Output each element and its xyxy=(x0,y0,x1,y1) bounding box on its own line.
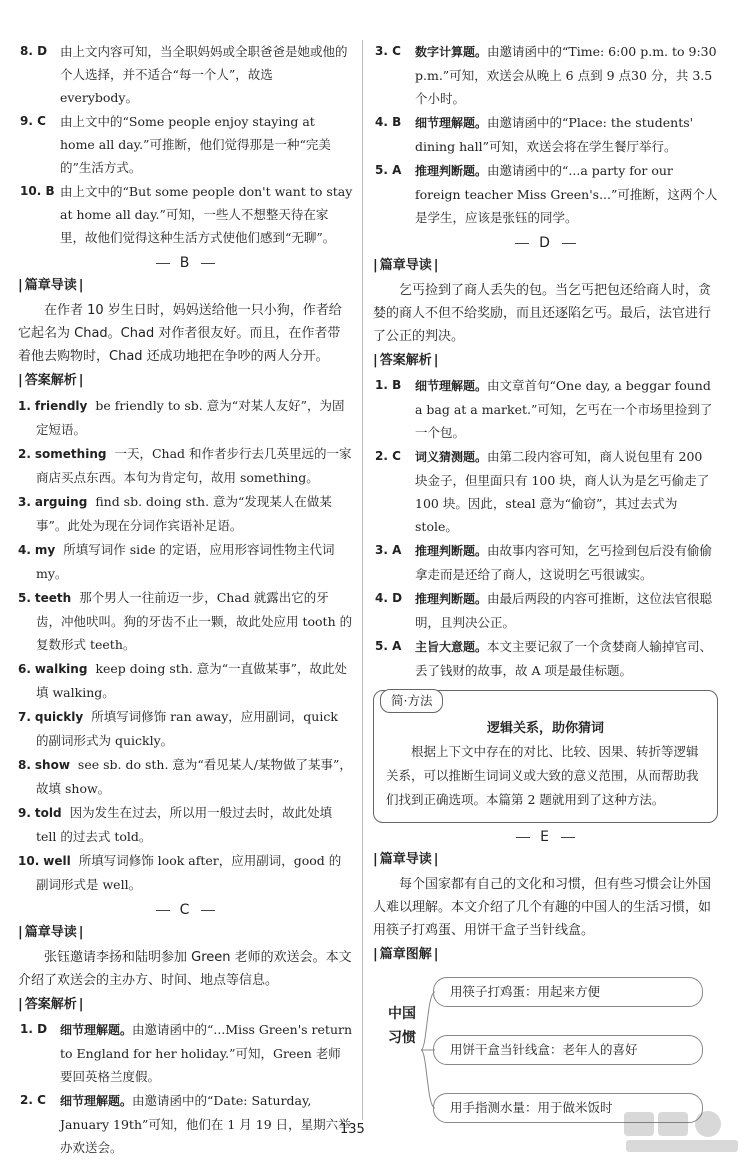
analysis-item: 5. A 主旨大意题。本文主要记叙了一个贪婪商人输掉官司、丢了钱财的故事，故 A 项是最佳标题。 xyxy=(375,639,713,678)
analysis-item: 2. C 细节理解题。由邀请函中的“Date: Saturday, January 19th”可知，他们在 1 月 19 日，星期六举办欢送会。 xyxy=(20,1093,351,1155)
right-column xyxy=(373,40,718,1132)
section-d-guide-heading: | 篇章导读 | xyxy=(373,255,718,277)
left-column xyxy=(18,40,353,1160)
section-e-diagram-heading: | 篇章图解 | xyxy=(373,944,718,966)
analysis-item: 2. C 词义猜测题。由第二段内容可知，商人说包里有 200 块金子，但里面只有 100 块，商人认为是乞丐偷走了 100 块。因此，steal 意为“偷窃”，其过去式为 stole。 xyxy=(375,449,710,534)
analysis-item: 6. walking keep doing sth. 意为“一直做某事”，故此处填 walking。 xyxy=(18,661,348,700)
answers-c-continued xyxy=(373,40,718,229)
analysis-item: 1. B 细节理解题。由文章首句“One day, a beggar found a bag at a market.”可知，乞丐在一个市场里捡到了一个包。 xyxy=(375,378,713,440)
section-b-analysis-heading: | 答案解析 | xyxy=(18,370,353,392)
answer-item: 10. B 由上文中的“But some people don't want to stay at home all day.”可知，一些人不想整天待在家里，故他们觉得这种生活方式使他们感到“无聊”。 xyxy=(20,184,353,245)
section-d-analysis-heading: | 答案解析 | xyxy=(373,350,718,372)
method-tip-box xyxy=(373,690,718,823)
section-d-title: D xyxy=(373,235,718,251)
analysis-item: 4. my 所填写词作 side 的定语，应用形容词性物主代词 my。 xyxy=(18,542,335,581)
section-e-guide-heading: | 篇章导读 | xyxy=(373,849,718,871)
analysis-item: 3. C 数字计算题。由邀请函中的“Time: 6:00 p.m. to 9:30 p.m.”可知，欢送会从晚上 6 点到 9 点30 分，共 3.5 个小时。 xyxy=(375,44,717,106)
section-c-guide-text: 张钰邀请李扬和陆明参加 Green 老师的欢送会。本文介绍了欢送会的主办方、时间、地点等信息。 xyxy=(18,950,352,988)
tip-text: 根据上下文中存在的对比、比较、因果、转折等逻辑关系，可以推断生词词义或大致的意义范围，从而帮助我们找到正确选项。本篇第 2 题就用到了这种方法。 xyxy=(386,744,699,807)
answer-item: 9. C 由上文中的“Some people enjoy staying at home all day.”可推断，他们觉得那是一种“完美的”生活方式。 xyxy=(20,114,331,175)
analysis-item: 4. B 细节理解题。由邀请函中的“Place: the students' dining hall”可知，欢送会将在学生餐厅举行。 xyxy=(375,115,694,154)
analysis-item: 5. teeth 那个男人一往前迈一步，Chad 就露出它的牙齿，冲他吠叫。狗的牙齿不止一颗，故此处应用 tooth 的复数形式 teeth。 xyxy=(18,590,353,652)
analysis-item: 5. A 推理判断题。由邀请函中的“...a party for our foreign teacher Miss Green's...”可推断，这两个人是学生，应该是张钰的同学。 xyxy=(375,163,718,225)
section-b-items xyxy=(18,394,353,896)
column-divider xyxy=(362,40,363,1120)
watermark-logo xyxy=(622,1108,742,1156)
section-d-items xyxy=(373,374,718,682)
section-c-items xyxy=(18,1018,353,1159)
section-b-title: B xyxy=(18,255,353,271)
analysis-item: 3. A 推理判断题。由故事内容可知，乞丐捡到包后没有偷偷拿走而是还给了商人，这说明乞丐很诚实。 xyxy=(375,543,713,582)
tip-label: 简·方法 xyxy=(380,689,443,713)
analysis-item: 9. told 因为发生在过去，所以用一般过去时，故此处填 tell 的过去式 told。 xyxy=(18,805,333,844)
section-c-title: C xyxy=(18,902,353,918)
diagram-center-label: 中国习惯 xyxy=(388,1006,416,1046)
analysis-item: 3. arguing find sb. doing sth. 意为“发现某人在做某事”。此处为现在分词作宾语补足语。 xyxy=(18,494,332,533)
section-b-guide-text: 在作者 10 岁生日时，妈妈送给他一只小狗，作者给它起名为 Chad。Chad 对作者很友好。而且，在作者带着他去购物时，Chad 还成功地把在争吵的两人分开。 xyxy=(18,303,342,364)
section-b-guide-heading: | 篇章导读 | xyxy=(18,275,353,297)
page-number: 135 xyxy=(340,1122,365,1137)
analysis-item: 2. something 一天，Chad 和作者步行去几英里远的一家商店买点东西。本句为肯定句，故用 something。 xyxy=(18,446,352,485)
analysis-item: 4. D 推理判断题。由最后两段的内容可推断，这位法官很聪明，且判决公正。 xyxy=(375,591,713,630)
diagram-branch: 用饼干盒当针线盒：老年人的喜好 xyxy=(433,1035,703,1065)
analysis-item: 10. well 所填写词修饰 look after，应用副词，good 的副词形式是 well。 xyxy=(18,853,342,892)
section-c-guide-heading: | 篇章导读 | xyxy=(18,922,353,944)
analysis-item: 8. show see sb. do sth. 意为“看见某人/某物做了某事”，故填 show。 xyxy=(18,757,352,796)
section-c-analysis-heading: | 答案解析 | xyxy=(18,994,353,1016)
analysis-item: 7. quickly 所填写词修饰 ran away，应用副词，quick 的副词形式为 quickly。 xyxy=(18,709,338,748)
section-e-title: E xyxy=(373,829,718,845)
analysis-item: 1. friendly be friendly to sb. 意为“对某人友好”，为固定短语。 xyxy=(18,398,345,437)
diagram-branch: 用手指测水量：用于做米饭时 xyxy=(433,1093,703,1123)
diagram-branch: 用筷子打鸡蛋：用起来方便 xyxy=(433,977,703,1007)
tip-title: 逻辑关系，助你猜词 xyxy=(486,721,604,736)
answers-a-list xyxy=(18,40,353,249)
analysis-item: 1. D 细节理解题。由邀请函中的“...Miss Green's return to England for her holiday.”可知，Green 老师要回英格兰度假。 xyxy=(20,1022,353,1084)
section-d-guide-text: 乞丐捡到了商人丢失的包。当乞丐把包还给商人时，贪婪的商人不但不给奖励，而且还逐陷乞丐。最后，法官进行了公正的判决。 xyxy=(373,283,712,344)
section-e-guide-text: 每个国家都有自己的文化和习惯，但有些习惯会让外国人难以理解。本文介绍了几个有趣的中国人的生活习惯，如用筷子打鸡蛋、用饼干盒子当针线盒。 xyxy=(373,877,712,938)
answer-item: 8. D 由上文内容可知，当全职妈妈或全职爸爸是她或他的个人选择，并不适合“每一个人”，故选 everybody。 xyxy=(20,44,348,105)
